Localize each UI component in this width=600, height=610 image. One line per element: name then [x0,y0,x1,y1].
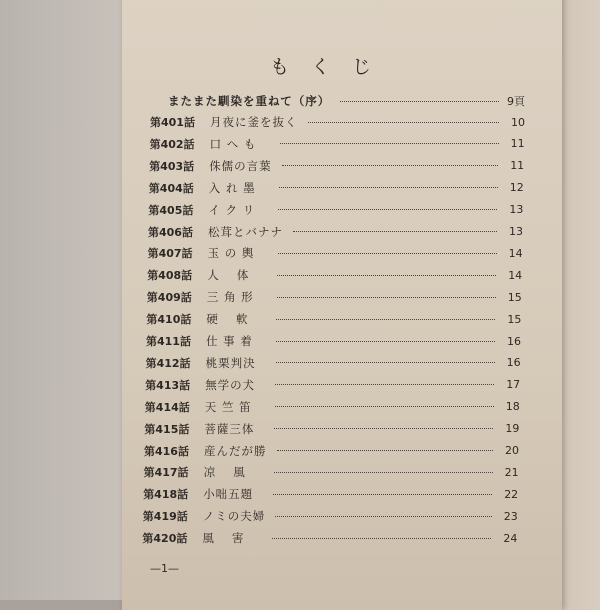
toc-entry [148,201,523,219]
toc-title: 玉 の 輿 [207,246,255,261]
leader-dots [274,472,493,473]
story-number: 第410話 [146,313,192,327]
page-number: —1— [150,562,179,575]
leader-dots [277,275,496,276]
toc-page: 13 [509,203,524,217]
leader-dots [275,406,494,407]
toc-title: またまた馴染を重ねて（序） [168,94,331,108]
story-number: 第411話 [146,335,191,348]
toc-title: 口 へ も [209,136,257,151]
toc-entry [142,529,517,547]
toc-title: 凉 風 [203,465,246,480]
story-number: 第403話 [149,159,195,173]
toc-page: 21 [504,465,519,479]
toc-entry [145,376,520,394]
story-number: 第420話 [142,532,188,546]
leader-dots [277,297,496,298]
toc-title: 風 害 [202,531,245,546]
leader-dots [277,450,494,451]
toc-page: 14 [508,268,523,282]
toc-entry [148,244,523,262]
toc-entry [148,223,523,241]
story-number: 第402話 [149,137,195,151]
story-number: 第406話 [148,225,193,239]
toc-entry [144,442,519,460]
leader-dots [308,122,500,123]
toc-entry [147,266,522,284]
toc-entry [144,463,519,481]
toc-page: 11 [510,159,525,173]
story-number: 第416話 [144,444,189,458]
leader-dots [276,362,495,363]
toc-page: 23 [503,509,518,523]
toc-title: 無学の犬 [205,377,256,392]
toc-entry [144,420,519,438]
leader-dots [276,319,495,320]
leader-dots [273,494,492,495]
toc-title: 菩薩三体 [204,421,255,436]
toc-entry [143,507,518,525]
toc-entry [150,135,525,153]
leader-dots [280,143,499,144]
leader-dots [340,101,499,102]
toc-title: 人 体 [207,268,250,283]
toc-page: 24 [503,531,518,545]
toc-title: ノミの夫婦 [202,509,266,524]
toc-entry [146,354,521,372]
toc-page: 10 [511,115,525,129]
toc-title: 硬 軟 [206,312,249,327]
toc-title: 天 竺 笛 [204,399,252,414]
leader-dots [279,187,498,188]
toc-entry [146,310,521,328]
toc-page: 15 [507,312,522,326]
story-number: 第419話 [142,510,188,524]
story-number: 第414話 [144,400,190,414]
leader-dots [278,209,497,210]
toc-title: 侏儒の言葉 [209,158,272,173]
toc-page: 12 [509,181,524,195]
toc-page: 15 [507,290,522,304]
toc-title: 入 れ 墨 [208,180,256,195]
toc-entry [145,398,520,416]
leader-dots [276,341,495,342]
toc-page: 14 [508,246,523,260]
toc-page: 16 [506,356,521,370]
story-number: 第401話 [150,116,195,129]
story-number: 第418話 [143,488,189,502]
story-number: 第417話 [143,466,189,480]
leader-dots [274,428,493,429]
leader-dots [275,516,492,517]
toc-page: 18 [505,400,520,414]
story-number: 第405話 [148,203,194,217]
toc-entry [147,288,522,306]
toc-entry [150,113,525,131]
toc-title: 月夜に釜を抜く [210,115,298,129]
toc-page: 20 [505,444,519,457]
leader-dots [275,384,494,385]
toc-page: 9頁 [507,95,525,108]
toc-title: 桃栗判決 [205,355,256,370]
toc-page: 13 [509,225,523,238]
toc-title: 小咄五題 [203,487,254,502]
toc-title: 仕 事 着 [206,334,253,348]
leader-dots [293,231,497,232]
toc-title: 三 角 形 [206,290,254,305]
toc-title: 産んだが勝 [204,443,267,458]
toc-title: 松茸とバナナ [208,224,283,239]
toc-entry [149,157,524,175]
toc-entry [149,179,524,197]
leader-dots [278,253,497,254]
toc-entry [146,332,521,350]
toc-page: 19 [505,422,520,436]
toc-entry [143,485,518,503]
story-number: 第413話 [145,378,191,392]
story-number: 第412話 [145,356,191,370]
story-number: 第415話 [144,422,190,436]
toc-page: 16 [507,334,521,348]
toc-title: イ ク リ [208,202,256,217]
toc-page: 17 [506,378,521,392]
story-number: 第409話 [146,291,192,305]
toc-page: 11 [510,137,525,151]
story-number: 第408話 [147,269,193,283]
background-left [0,0,125,600]
story-number: 第407話 [147,247,193,261]
toc-page: 22 [504,487,519,501]
leader-dots [272,538,491,539]
page-title: もくじ [270,56,394,78]
story-number: 第404話 [148,181,194,195]
leader-dots [282,165,499,166]
toc-preface [150,92,525,110]
